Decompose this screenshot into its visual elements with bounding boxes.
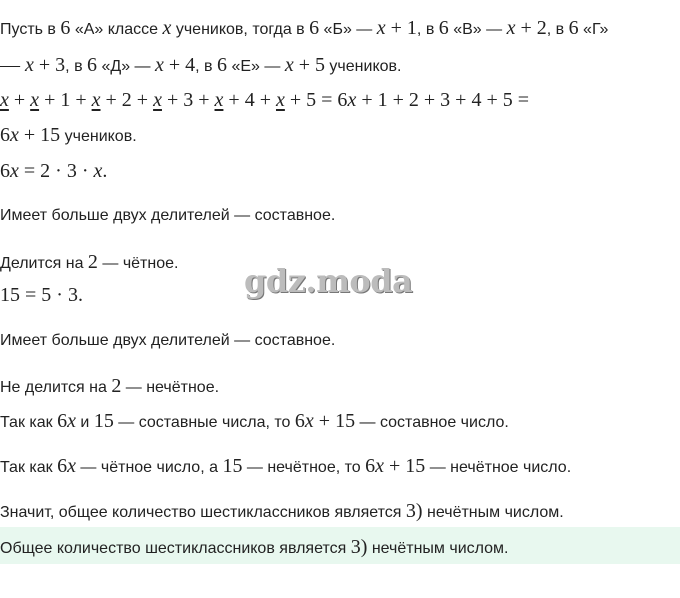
text: , в	[416, 21, 439, 38]
text: — составные числа, то	[113, 414, 295, 431]
text: , в	[195, 58, 217, 75]
math: + 1 + 2 + 3 + 4 + 5 =	[356, 89, 530, 111]
text: «А» классе	[70, 21, 163, 38]
text: — составное число.	[355, 414, 509, 431]
math-var: x	[10, 124, 19, 146]
math-var: x	[67, 455, 76, 477]
math-var: x	[376, 17, 386, 39]
math: + 5 = 6	[284, 89, 348, 111]
math-var: x	[153, 89, 162, 111]
math-var: x	[162, 17, 172, 39]
math-var: x	[275, 89, 285, 111]
math-var: x	[214, 89, 224, 111]
math-var: x	[375, 455, 384, 477]
math-var: x	[10, 160, 19, 182]
solution-line-4	[0, 123, 137, 149]
text: «Е» —	[227, 58, 285, 75]
text: учеников, тогда в	[171, 21, 310, 38]
text: учеников.	[60, 128, 137, 145]
math-var: x	[304, 410, 314, 432]
text: «Г»	[578, 21, 609, 38]
solution-line-11	[0, 409, 509, 435]
math: +	[8, 89, 31, 111]
math: = 2 · 3 ·	[18, 160, 94, 182]
text: — нечётное, то	[242, 459, 366, 476]
math: 2	[87, 251, 98, 273]
text: Не делится на	[0, 379, 112, 396]
math: 2	[111, 375, 122, 397]
text: Имеет больше двух делителей — составное.	[0, 332, 336, 349]
math: + 3	[33, 54, 66, 76]
math: + 4	[163, 54, 196, 76]
text: Так как	[0, 459, 58, 476]
math: 15 = 5 · 3.	[0, 284, 83, 306]
text: Делится на	[0, 255, 88, 272]
math: 6	[365, 455, 376, 477]
math: + 1 +	[39, 89, 92, 111]
watermark: gdz.moda	[244, 262, 413, 300]
math-var: x	[154, 54, 164, 76]
text: , в	[65, 58, 88, 75]
math: 3)	[405, 500, 423, 522]
math-var: x	[347, 89, 357, 111]
math: 6	[568, 17, 579, 39]
math: 6	[438, 17, 449, 39]
text: — нечётное число.	[425, 459, 572, 476]
solution-line-3	[0, 88, 529, 112]
math: 15	[222, 455, 243, 477]
math: + 3 +	[161, 89, 215, 111]
math: + 15	[18, 124, 61, 146]
math-var: x	[284, 54, 294, 76]
solution-line-1	[0, 16, 608, 42]
math: 6	[217, 54, 227, 76]
text: Общее количество шестиклассников является	[0, 540, 351, 557]
math: —	[0, 54, 25, 76]
solution-line-6	[0, 204, 335, 228]
math: 6	[0, 160, 10, 182]
math-var: x	[67, 410, 76, 432]
text: «Д» —	[97, 58, 155, 75]
text: Имеет больше двух делителей — составное.	[0, 207, 336, 224]
text: нечётным числом.	[422, 504, 564, 521]
text: — чётное число, а	[75, 459, 223, 476]
text: Значит, общее количество шестиклассников является	[0, 504, 406, 521]
text: нечётным числом.	[367, 540, 509, 557]
math: 6	[87, 54, 98, 76]
math-var: x	[30, 89, 40, 111]
math-var: x	[506, 17, 516, 39]
math: 6	[294, 410, 305, 432]
solution-line-2	[0, 53, 401, 79]
solution-line-8	[0, 283, 83, 307]
math: + 4 +	[223, 89, 276, 111]
math: + 1	[385, 17, 417, 39]
answer-line	[0, 535, 509, 561]
math-var: x	[25, 54, 34, 76]
text: — нечётное.	[121, 379, 220, 396]
solution-line-5	[0, 159, 107, 183]
math: + 2	[515, 17, 547, 39]
solution-line-12	[0, 454, 571, 480]
math: 15	[93, 410, 114, 432]
math: + 15	[313, 410, 356, 432]
math: + 15	[384, 455, 426, 477]
math-var: x	[91, 89, 101, 111]
text: Так как	[0, 414, 58, 431]
math: .	[102, 160, 108, 182]
solution-line-9	[0, 329, 335, 353]
solution-line-13	[0, 499, 564, 525]
text: , в	[546, 21, 569, 38]
text: Пусть в	[0, 21, 61, 38]
text: и	[75, 414, 94, 431]
text: «В» —	[448, 21, 507, 38]
math: 6	[57, 455, 68, 477]
math: + 2 +	[100, 89, 154, 111]
math: 6	[0, 124, 10, 146]
math: 6	[57, 410, 68, 432]
math: + 5	[293, 54, 325, 76]
math-var: x	[93, 160, 103, 182]
text: «Б» —	[319, 21, 377, 38]
solution-line-7	[0, 250, 178, 276]
text: учеников.	[324, 58, 402, 75]
solution-line-10	[0, 374, 219, 400]
math: 6	[309, 17, 320, 39]
math: 6	[60, 17, 71, 39]
math-var: x	[0, 89, 9, 111]
math: 3)	[350, 536, 368, 558]
text: — чётное.	[97, 255, 179, 272]
